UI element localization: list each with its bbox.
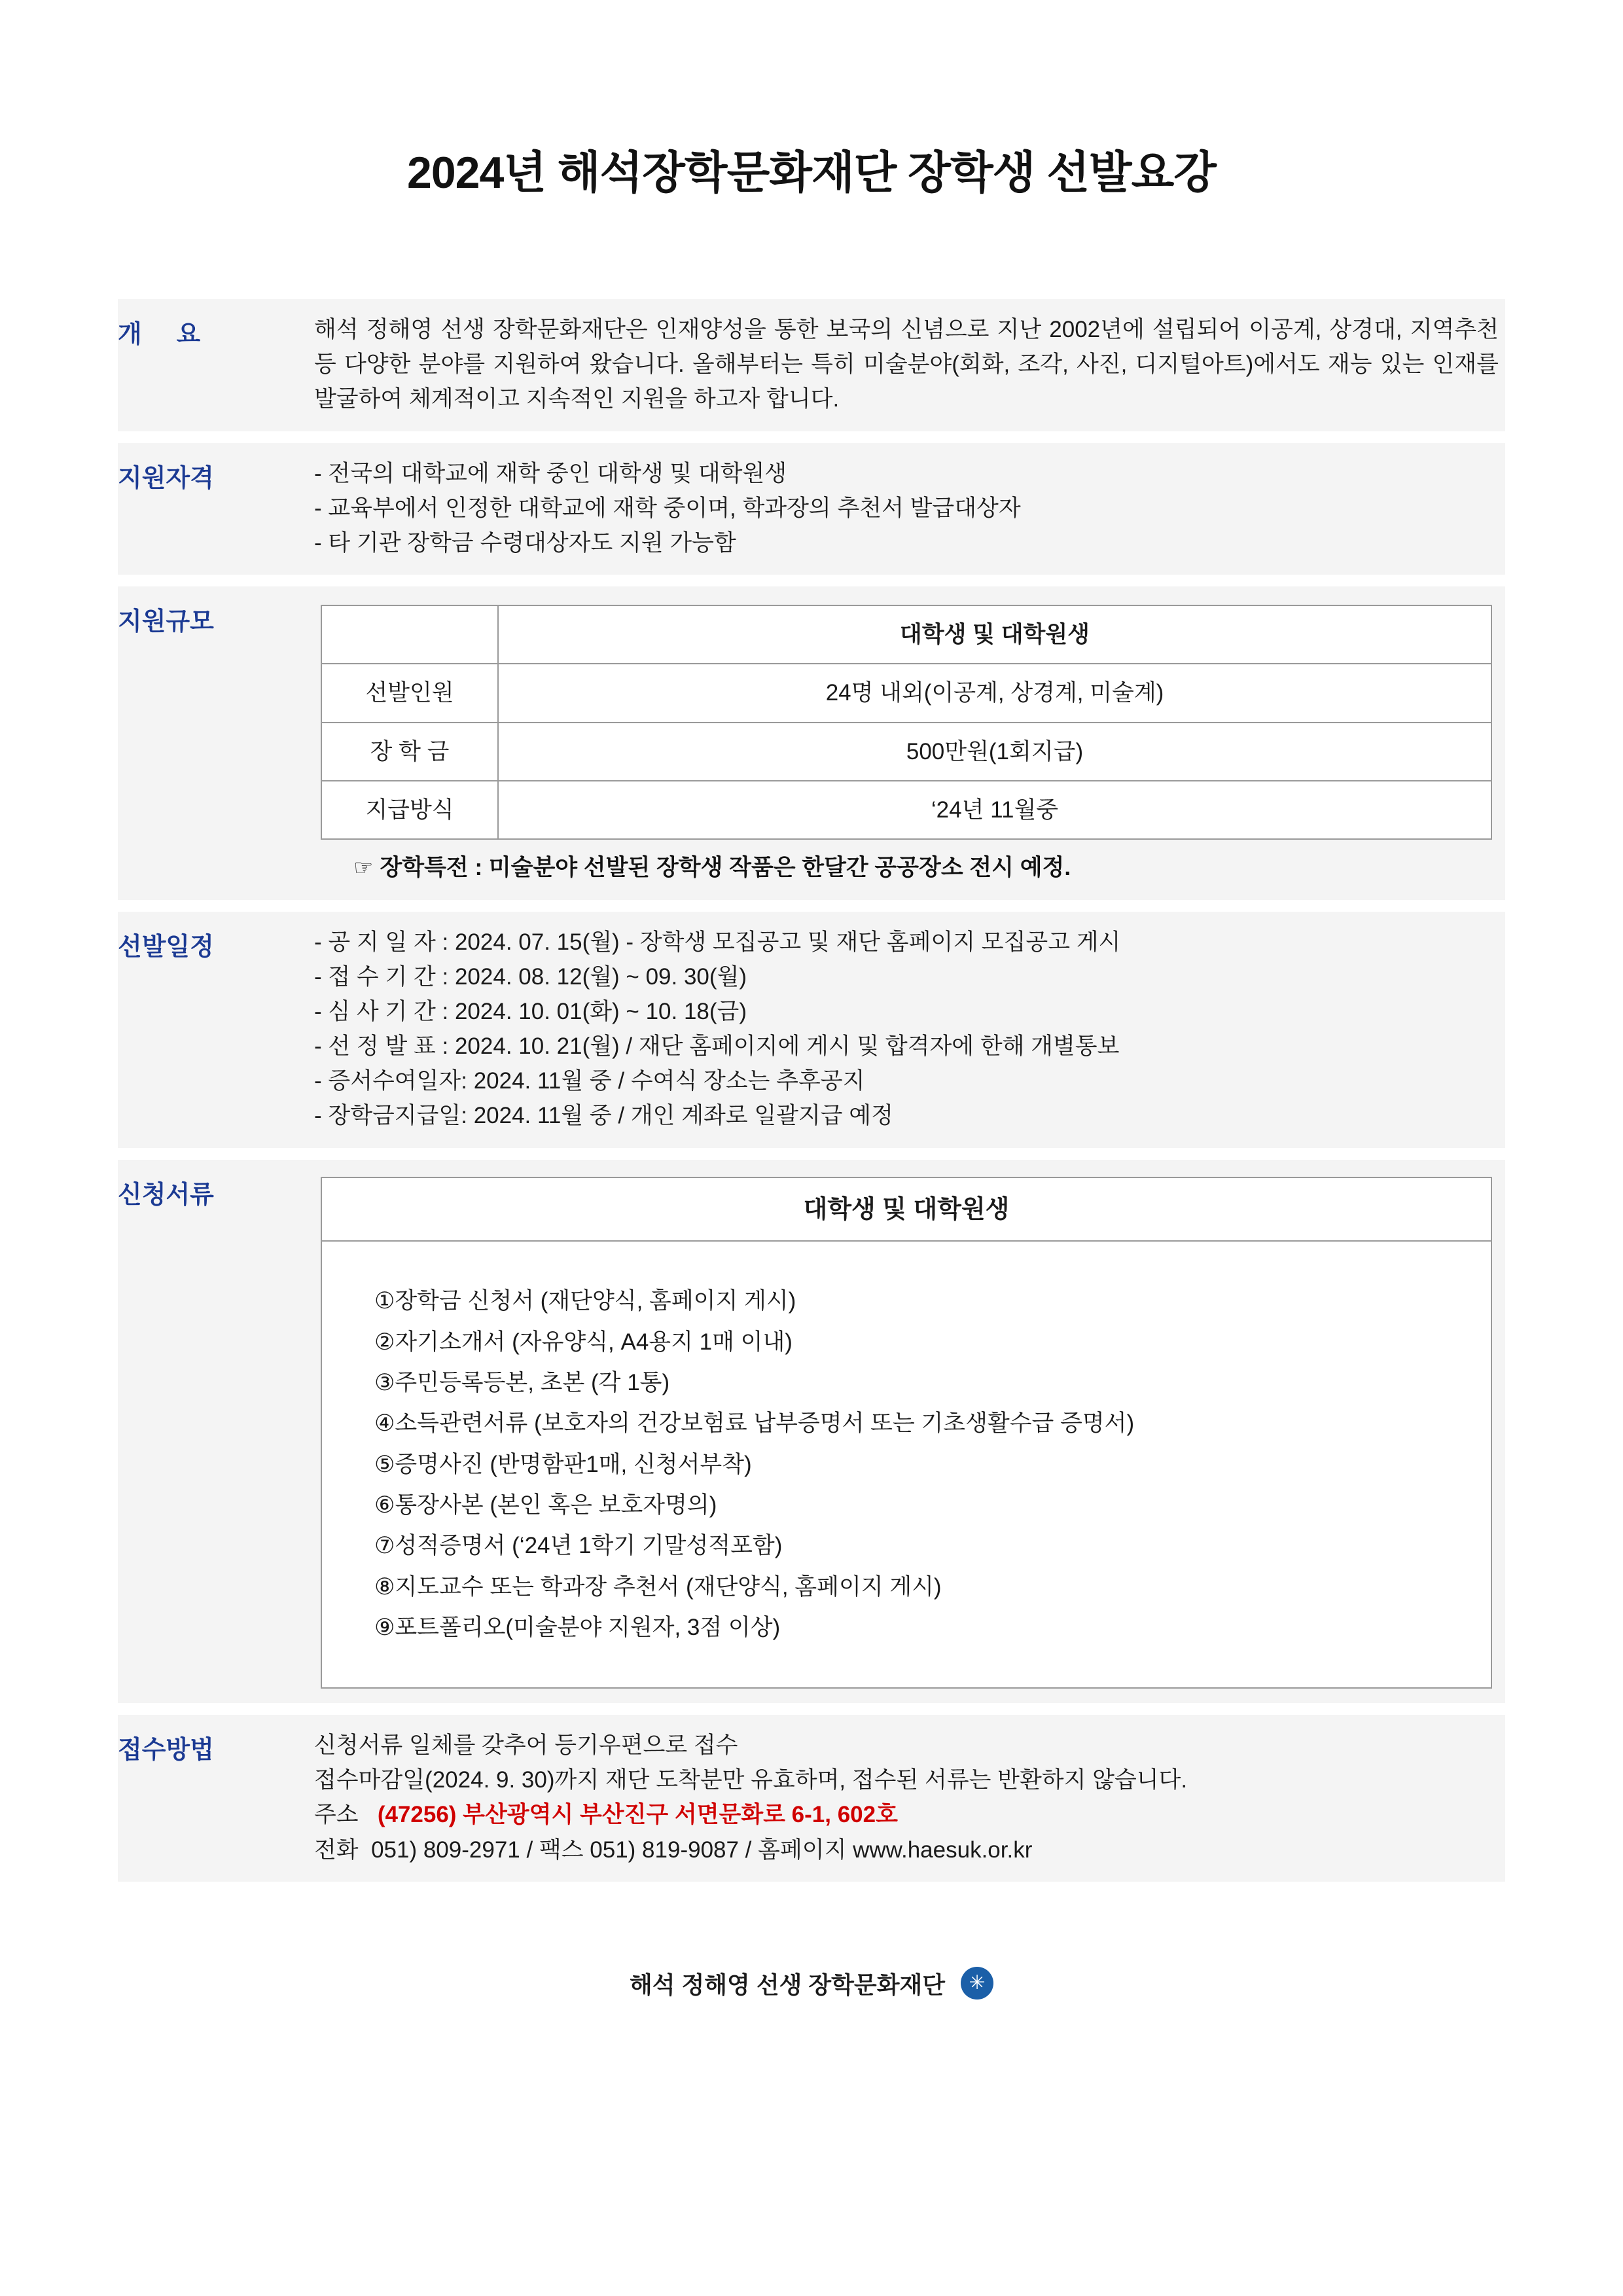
table-row-head: 지급방식 xyxy=(321,781,498,839)
section-body-apply xyxy=(314,1715,1505,1882)
address-label: 주소 xyxy=(314,1802,359,1828)
scale-table xyxy=(321,605,1492,840)
page-title: 2024년 해석장학문화재단 장학생 선발요강 xyxy=(407,148,1216,198)
table-corner-cell xyxy=(321,605,498,664)
document-footer xyxy=(118,1967,1505,2000)
section-scale xyxy=(118,586,1505,899)
list-item: ⑦성적증명서 (‘24년 1학기 기말성적포함) xyxy=(374,1533,783,1559)
list-item: ②자기소개서 (자유양식, A4용지 1매 이내) xyxy=(374,1329,793,1355)
list-item: ⑨포트폴리오(미술분야 지원자, 3점 이상) xyxy=(374,1614,781,1640)
section-documents xyxy=(118,1160,1505,1703)
table-row xyxy=(321,781,1491,839)
table-row xyxy=(321,664,1491,722)
apply-line-1: 신청서류 일체를 갖추어 등기우편으로 접수 xyxy=(314,1732,738,1759)
list-item: ④소득관련서류 (보호자의 건강보험료 납부증명서 또는 기초생활수급 증명서) xyxy=(374,1410,1135,1437)
section-label-apply: 접수방법 xyxy=(118,1736,214,1765)
pointer-icon: ☞ xyxy=(353,855,374,880)
section-body-eligibility xyxy=(314,443,1505,575)
list-item: ①장학금 신청서 (재단양식, 홈페이지 게시) xyxy=(374,1288,796,1314)
section-body-overview xyxy=(314,299,1505,431)
list-item: - 전국의 대학교에 재학 중인 대학생 및 대학원생 xyxy=(314,460,787,486)
table-cell: 500만원(1회지급) xyxy=(498,723,1491,781)
section-eligibility xyxy=(118,443,1505,575)
section-label-documents: 신청서류 xyxy=(118,1181,214,1209)
table-row-head: 선발인원 xyxy=(321,664,498,722)
apply-address xyxy=(314,1802,898,1827)
table-row xyxy=(321,723,1491,781)
overview-text: 해석 정해영 선생 장학문화재단은 인재양성을 통한 보국의 신념으로 지난 2002년에 설립되어 이공계, 상경대, 지역추천 등 다양한 분야를 지원하여 왔습니다. 올해부터는 특히 미술분야(회화, 조각, 사진, 디지털아트)에서도 재능 있는 인재를 발굴하여 체계적이고 지속적인 지원을 하고자 합니다. xyxy=(314,317,1499,412)
table-cell: ‘24년 11월중 xyxy=(498,781,1491,839)
list-item: - 심 사 기 간 : 2024. 10. 01(화) ~ 10. 18(금) xyxy=(314,998,747,1024)
section-body-documents xyxy=(314,1160,1505,1703)
table-header-cell: 대학생 및 대학원생 xyxy=(498,605,1491,664)
scholarship-benefit-text: 장학특전 : 미술분야 선발된 장학생 작품은 한달간 공공장소 전시 예정. xyxy=(380,854,1071,880)
table-row xyxy=(321,605,1491,664)
section-label-schedule: 선발일정 xyxy=(118,933,214,961)
scholarship-benefit-note xyxy=(353,850,1499,886)
section-schedule xyxy=(118,912,1505,1148)
section-body-scale xyxy=(314,586,1505,899)
section-body-schedule xyxy=(314,912,1505,1148)
list-item: - 접 수 기 간 : 2024. 08. 12(월) ~ 09. 30(월) xyxy=(314,963,747,990)
list-item: - 장학금지급일: 2024. 11월 중 / 개인 계좌로 일괄지급 예정 xyxy=(314,1103,893,1129)
list-item: ③주민등록등본, 초본 (각 1통) xyxy=(374,1370,670,1396)
section-apply xyxy=(118,1715,1505,1882)
documents-box xyxy=(321,1177,1492,1689)
list-item: - 증서수여일자: 2024. 11월 중 / 수여식 장소는 추후공지 xyxy=(314,1068,865,1094)
list-item: ⑤증명사진 (반명함판1매, 신청서부착) xyxy=(374,1451,752,1477)
footer-organization: 해석 정해영 선생 장학문화재단 xyxy=(629,1971,946,1998)
list-item: ⑥통장사본 (본인 혹은 보호자명의) xyxy=(374,1492,717,1518)
list-item: - 교육부에서 인정한 대학교에 재학 중이며, 학과장의 추천서 발급대상자 xyxy=(314,495,1021,521)
list-item: - 선 정 발 표 : 2024. 10. 21(월) / 재단 홈페이지에 게시 및 합격자에 한해 개별통보 xyxy=(314,1033,1120,1060)
apply-contact: 전화 051) 809-2971 / 팩스 051) 819-9087 / 홈페이지 www.haesuk.or.kr xyxy=(314,1837,1033,1863)
documents-list xyxy=(322,1242,1491,1687)
documents-box-header: 대학생 및 대학원생 xyxy=(322,1178,1491,1242)
table-cell: 24명 내외(이공계, 상경계, 미술계) xyxy=(498,664,1491,722)
foundation-logo-icon: ✳ xyxy=(961,1967,993,2000)
apply-line-2: 접수마감일(2024. 9. 30)까지 재단 도착분만 유효하며, 접수된 서류는 반환하지 않습니다. xyxy=(314,1767,1188,1793)
section-label-eligibility: 지원자격 xyxy=(118,464,214,492)
section-overview xyxy=(118,299,1505,431)
list-item: ⑧지도교수 또는 학과장 추천서 (재단양식, 홈페이지 게시) xyxy=(374,1573,942,1600)
address-value: (47256) 부산광역시 부산진구 서면문화로 6-1, 602호 xyxy=(377,1802,898,1828)
list-item: - 공 지 일 자 : 2024. 07. 15(월) - 장학생 모집공고 및 재단 홈페이지 모집공고 게시 xyxy=(314,929,1121,955)
section-label-scale: 지원규모 xyxy=(118,608,214,636)
table-row-head: 장 학 금 xyxy=(321,723,498,781)
list-item: - 타 기관 장학금 수령대상자도 지원 가능함 xyxy=(314,529,736,556)
section-label-overview: 개 요 xyxy=(118,321,201,348)
